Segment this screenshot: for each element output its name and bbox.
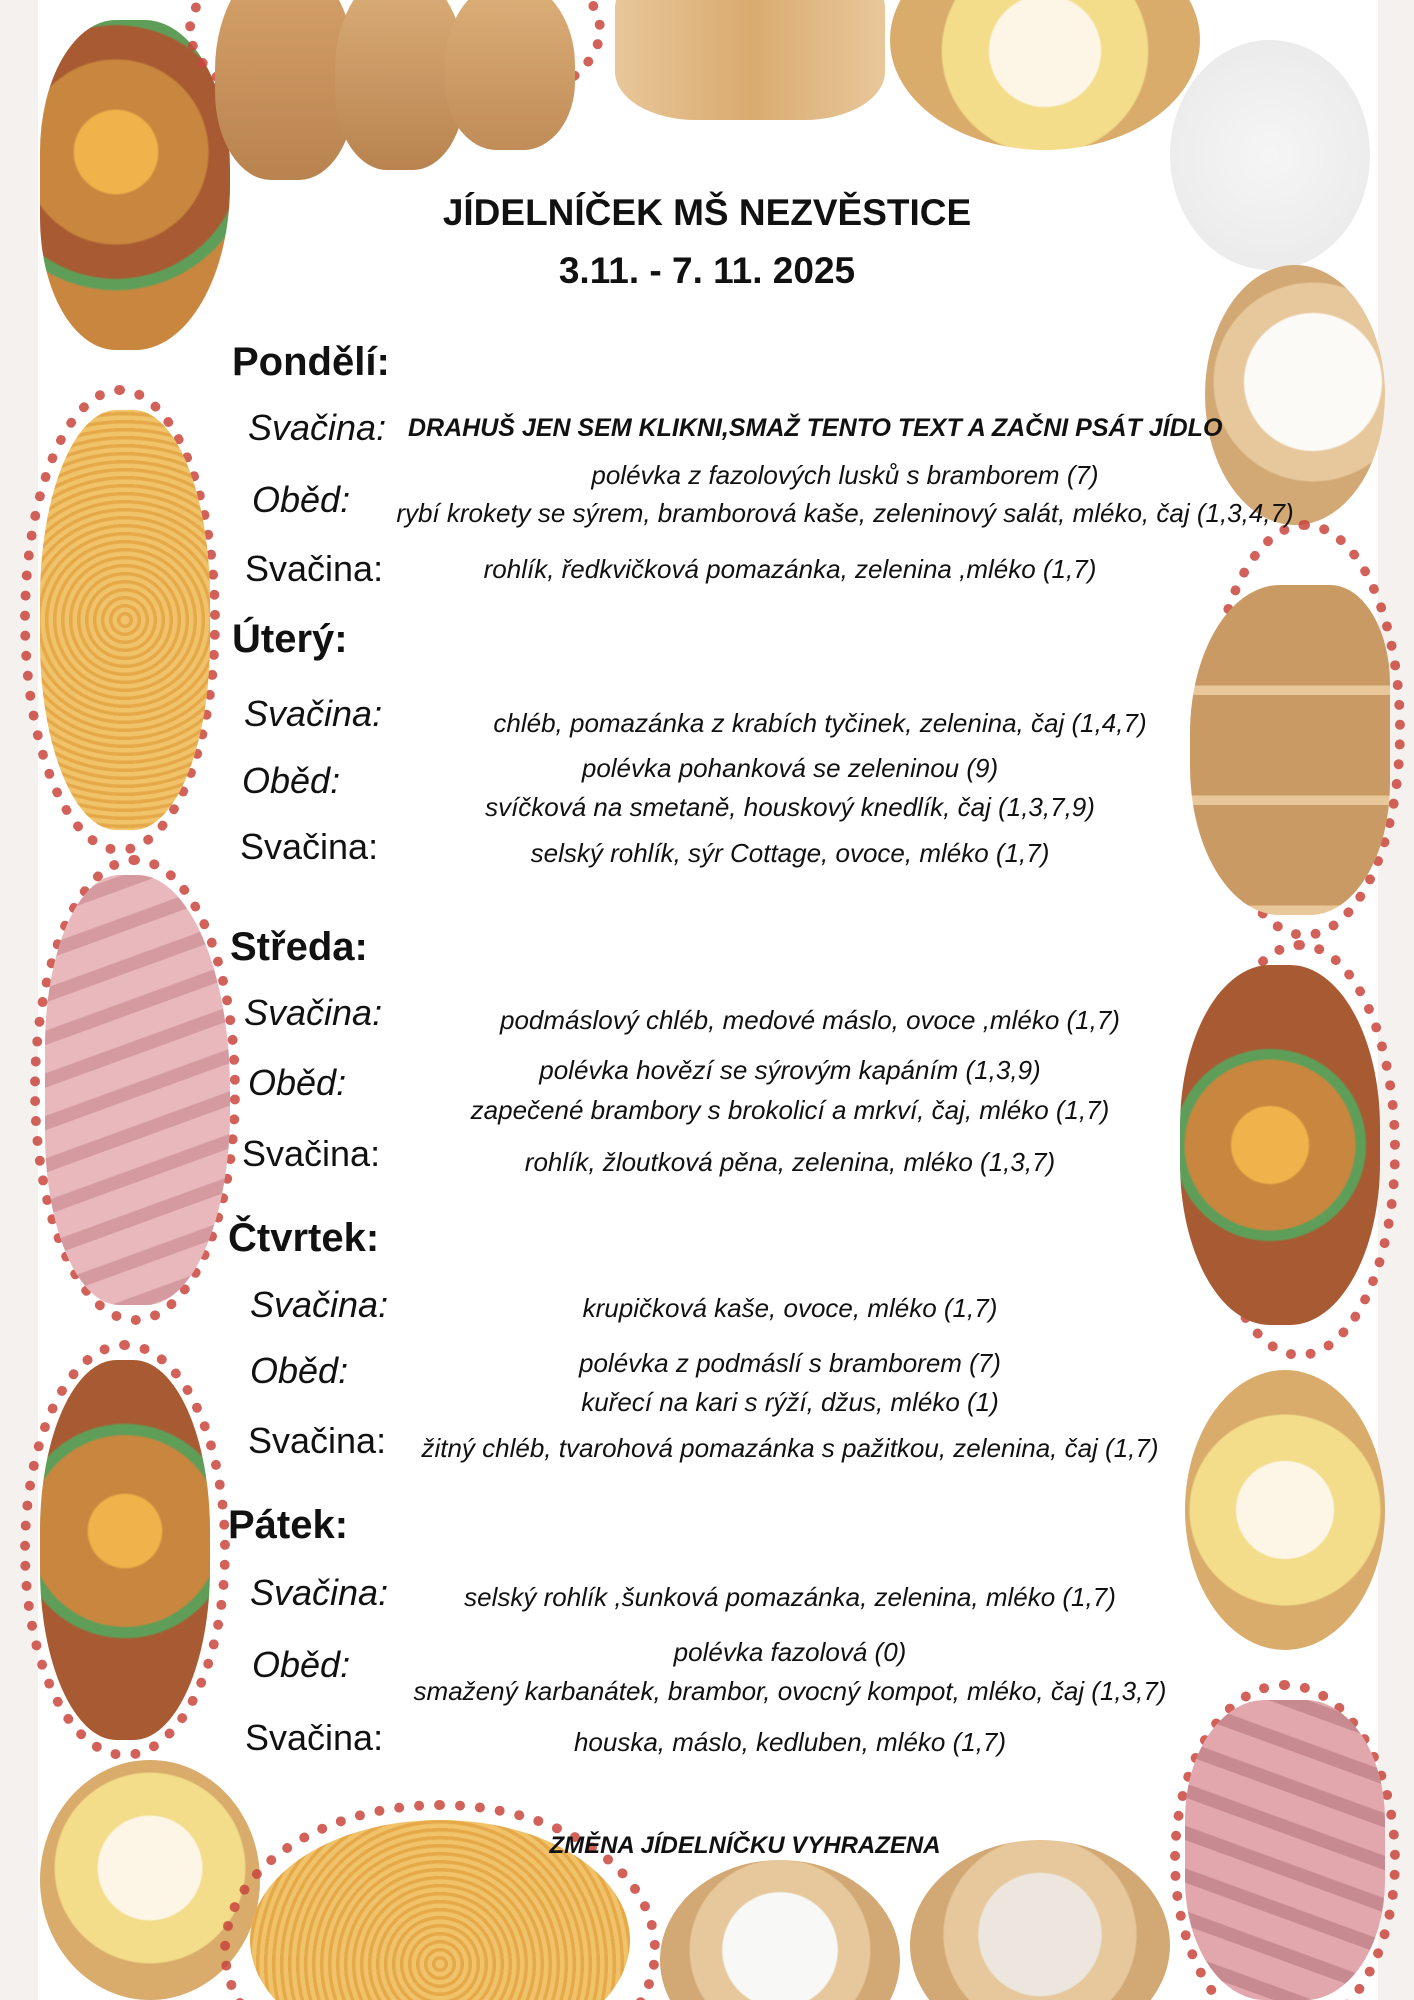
spring-roll-icon [615, 0, 885, 120]
lunch-main: zapečené brambory s brokolicí a mrkví, čaj, mléko (1,7) [470, 1095, 1110, 1125]
snack1-label: Svačina: [250, 1284, 389, 1325]
snack1-text[interactable]: DRAHUŠ JEN SEM KLIKNI,SMAŽ TENTO TEXT A ZAČNI PSÁT JÍDLO [408, 414, 1223, 442]
day-name: Čtvrtek: [228, 1216, 380, 1260]
lunch-main: svíčková na smetaně, houskový knedlík, čaj (1,3,7,9) [485, 792, 1095, 822]
snack1-text: selský rohlík ,šunková pomazánka, zelenina, mléko (1,7) [464, 1582, 1116, 1612]
snack2-text: rohlík, ředkvičková pomazánka, zelenina ,mléko (1,7) [483, 554, 1097, 584]
snack2-label: Svačina: [245, 1717, 384, 1758]
day-name: Pondělí: [232, 340, 390, 384]
day-name: Úterý: [232, 617, 348, 661]
lunch-label: Oběd: [248, 1062, 347, 1103]
snack1-label: Svačina: [248, 407, 387, 448]
day-name: Středa: [230, 925, 368, 969]
snack2-label: Svačina: [242, 1133, 381, 1174]
lunch-label: Oběd: [242, 760, 341, 801]
lunch-soup: polévka z fazolových lusků s bramborem (7) [591, 460, 1099, 490]
snack1-label: Svačina: [244, 992, 383, 1033]
lunch-label: Oběd: [252, 479, 351, 520]
snack2-label: Svačina: [248, 1420, 387, 1461]
lunch-soup: polévka z podmáslí s bramborem (7) [579, 1348, 1001, 1378]
ham-plate-icon [1185, 1700, 1385, 2000]
teapot-icon [1170, 40, 1370, 270]
money-bag-dumpling-icon [215, 0, 355, 180]
snack1-label: Svačina: [244, 693, 383, 734]
snack2-label: Svačina: [245, 548, 384, 589]
lunch-soup: polévka fazolová (0) [673, 1637, 907, 1667]
stir-fry-plate-icon [1180, 965, 1380, 1325]
lunch-soup: polévka hovězí se sýrovým kapáním (1,3,9) [539, 1055, 1041, 1085]
lunch-main: kuřecí na kari s rýží, džus, mléko (1) [581, 1387, 999, 1417]
snack2-text: žitný chléb, tvarohová pomazánka s pažitkou, zelenina, čaj (1,7) [421, 1433, 1159, 1463]
snack1-label: Svačina: [250, 1572, 389, 1613]
lunch-main: rybí krokety se sýrem, bramborová kaše, zeleninový salát, mléko, čaj (1,3,4,7) [396, 498, 1294, 528]
day-name: Pátek: [228, 1503, 349, 1547]
footer-note: ZMĚNA JÍDELNÍČKU VYHRAZENA [549, 1832, 941, 1859]
snack1-text: krupičková kaše, ovoce, mléko (1,7) [582, 1293, 998, 1323]
lunch-main: smažený karbanátek, brambor, ovocný kompot, mléko, čaj (1,3,7) [413, 1676, 1167, 1706]
noodles-plate-icon [40, 410, 210, 830]
ham-plate-icon [45, 875, 230, 1305]
money-bag-dumpling-icon [445, 0, 575, 150]
lunch-label: Oběd: [252, 1644, 351, 1685]
lunch-soup: polévka pohanková se zeleninou (9) [581, 753, 999, 783]
snack1-text: podmáslový chléb, medové máslo, ovoce ,mléko (1,7) [500, 1005, 1120, 1035]
snack2-text: houska, máslo, kedluben, mléko (1,7) [573, 1727, 1007, 1757]
date-range: 3.11. - 7. 11. 2025 [558, 250, 856, 291]
money-bag-dumpling-icon [1190, 585, 1390, 915]
snack2-text: selský rohlík, sýr Cottage, ovoce, mléko (1,7) [530, 838, 1050, 868]
dumpling-basket-icon [1185, 1370, 1385, 1650]
snack2-text: rohlík, žloutková pěna, zelenina, mléko (1,3,7) [524, 1147, 1056, 1177]
page-title: JÍDELNÍČEK MŠ NEZVĚSTICE [442, 192, 972, 233]
snack2-label: Svačina: [240, 826, 379, 867]
snack1-text: chléb, pomazánka z krabích tyčinek, zelenina, čaj (1,4,7) [493, 708, 1147, 738]
lunch-label: Oběd: [250, 1350, 349, 1391]
stir-fry-plate-icon [40, 1360, 210, 1740]
